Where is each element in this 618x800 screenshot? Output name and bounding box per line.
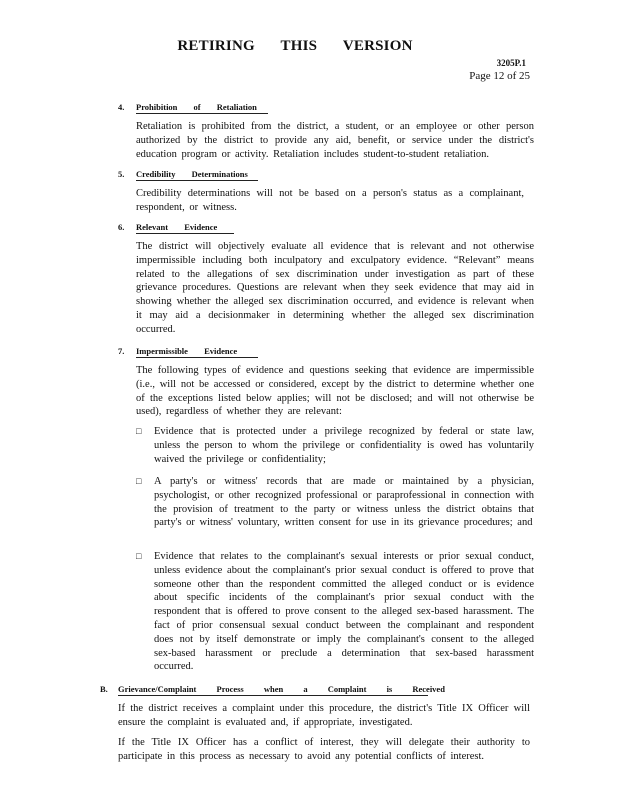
policy-code: 3205P.1 — [496, 58, 526, 68]
bullet-text: Evidence that relates to the complainant's sexual interests or prior sexual conduct, unless evidence about the complainant's prior sexual conduct is offered to prove that someone other than the respondent committed the alleged conduct or is evidence about specific incidents of the complainant's prior sexual conduct with the respondent that is offered to prove consent to the alleged sex-based harassment. The fact of prior consensual sexual conduct between the complainant and respondent does not by itself demonstrate or imply the complainant's consent to the alleged sex-based harassment or preclude a determination that sex-based harassment occurred. — [154, 551, 534, 673]
section-number: 4. — [118, 102, 125, 112]
section-title: Impermissible Evidence — [136, 346, 258, 358]
retiring-notice: RETIRING THIS VERSION — [177, 38, 413, 54]
section-letter: B. — [100, 684, 108, 694]
section-number: 6. — [118, 222, 125, 232]
bullet-text: A party's or witness' records that are made or maintained by a physician, psychologist, or other recognized professional or paraprofessional in connection with the provision of treatment to the party or witness unless the district obtains that party's or witness' voluntary, written consent for use in its grievance procedures; and — [154, 476, 534, 529]
bullet-text: Evidence that is protected under a privilege recognized by federal or state law, unless the person to whom the privilege or confidentiality is owed has voluntarily waived the privilege or confidentiality; — [154, 426, 534, 465]
section-6-body: The district will objectively evaluate all evidence that is relevant and not otherwise impermissible including both inculpatory and exculpatory evidence. “Relevant” means related to the allegations of sex discrimination under investigation as part of these grievance procedures. Questions are relevant when they seek evidence that may aid in showing whether the alleged sex discrimination occurred, and evidence is relevant when it may aid a decisionmaker in determining whether the alleged sex discrimination occurred. — [136, 241, 534, 335]
section-title: Relevant Evidence — [136, 222, 234, 234]
section-b-paragraph-2: If the Title IX Officer has a conflict of interest, they will delegate their authority to participate in this process as necessary to avoid any potential conflicts of interest. — [118, 737, 530, 762]
section-5-body: Credibility determinations will not be based on a person's status as a complainant, respondent, or witness. — [136, 188, 524, 213]
square-bullet-icon: □ — [136, 551, 142, 561]
section-7-body: The following types of evidence and questions seeking that evidence are impermissible (i.e., will not be accessed or considered, except by the district to determine whether one of the exceptions listed below applies; will not be disclosed; and will not otherwise be used), regardless of whether they are relevant: — [136, 365, 534, 418]
section-4-body: Retaliation is prohibited from the district, a student, or an employee or other person authorized by the district to provide any aid, benefit, or service under the district's education program or activity. Retaliation includes student-to-student retaliation. — [136, 121, 534, 160]
square-bullet-icon: □ — [136, 476, 142, 486]
page-number: Page 12 of 25 — [469, 70, 530, 82]
section-number: 7. — [118, 346, 125, 356]
section-title: Grievance/Complaint Process when a Complaint is Received — [118, 684, 445, 694]
section-title: Credibility Determinations — [136, 169, 258, 181]
square-bullet-icon: □ — [136, 426, 142, 436]
section-number: 5. — [118, 169, 125, 179]
section-title: Prohibition of Retaliation — [136, 102, 268, 114]
section-b-paragraph-1: If the district receives a complaint under this procedure, the district's Title IX Officer will ensure the complaint is evaluated and, if appropriate, investigated. — [118, 703, 530, 728]
